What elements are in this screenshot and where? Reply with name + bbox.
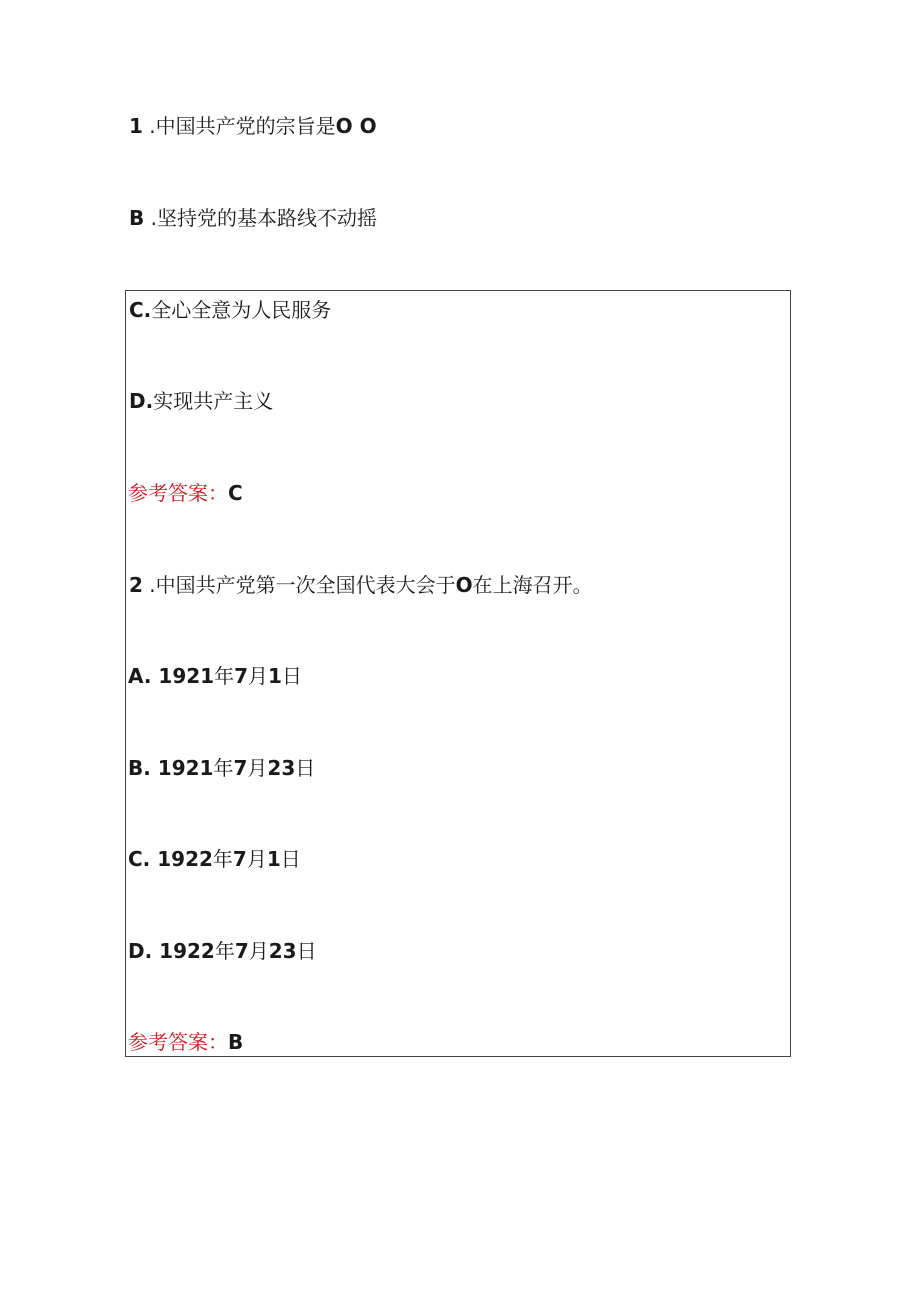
- question-text: .中国共产党第一次全国代表大会于: [142, 573, 456, 597]
- option-text: 实现共产主义: [153, 389, 274, 413]
- option-letter: A.: [128, 664, 152, 688]
- option-month-unit: 月: [248, 664, 269, 688]
- option-day: 23: [268, 939, 297, 963]
- question-1-answer: [128, 480, 243, 506]
- option-year: 1921: [150, 756, 214, 780]
- option-month-unit: 月: [248, 939, 269, 963]
- option-letter: C.: [129, 298, 152, 322]
- option-year: 1922: [152, 939, 215, 963]
- option-day-unit: 日: [296, 939, 317, 963]
- question-1-option-c: [129, 297, 331, 323]
- option-day: 1: [266, 847, 281, 871]
- option-letter: D.: [129, 389, 154, 413]
- answer-value: B: [228, 1030, 244, 1054]
- option-year-unit: 年: [214, 664, 235, 688]
- question-2-answer: [128, 1029, 243, 1055]
- option-day-unit: 日: [281, 664, 302, 688]
- question-2-option-d: [128, 938, 317, 964]
- option-year-unit: 年: [214, 939, 235, 963]
- question-text: .中国共产党的宗旨是: [142, 114, 336, 138]
- question-2-option-c: [128, 846, 301, 872]
- question-1-stem: [129, 113, 377, 139]
- option-letter: B.: [128, 756, 151, 780]
- option-month-unit: 月: [247, 756, 268, 780]
- question-number: 1: [129, 114, 143, 138]
- option-year: 1921: [151, 664, 215, 688]
- option-text: .坚持党的基本路线不动摇: [144, 206, 377, 230]
- option-month: 7: [234, 664, 249, 688]
- option-letter: C.: [128, 847, 151, 871]
- option-year-unit: 年: [213, 756, 234, 780]
- question-2-option-a: [128, 663, 302, 689]
- option-year: 1922: [150, 847, 213, 871]
- question-text-end: 在上海召开。: [472, 573, 593, 597]
- question-2-option-b: [128, 755, 315, 781]
- question-blank: O O: [335, 114, 377, 138]
- question-number: 2: [129, 573, 143, 597]
- option-day-unit: 日: [280, 847, 301, 871]
- question-2-stem: [129, 572, 593, 598]
- option-day: 1: [268, 664, 282, 688]
- option-year-unit: 年: [212, 847, 233, 871]
- option-day: 23: [267, 756, 296, 780]
- question-1-option-b: [129, 205, 377, 231]
- option-text: 全心全意为人民服务: [151, 298, 332, 322]
- option-day-unit: 日: [295, 756, 316, 780]
- option-month: 7: [232, 847, 247, 871]
- answer-value: C: [228, 481, 243, 505]
- question-blank: O: [455, 573, 473, 597]
- option-month: 7: [234, 939, 249, 963]
- answer-label: 参考答案：: [128, 481, 228, 505]
- option-letter: D.: [128, 939, 153, 963]
- option-month-unit: 月: [246, 847, 267, 871]
- option-letter: B: [129, 206, 145, 230]
- answer-label: 参考答案：: [128, 1030, 228, 1054]
- option-month: 7: [233, 756, 248, 780]
- question-1-option-d: [129, 388, 273, 414]
